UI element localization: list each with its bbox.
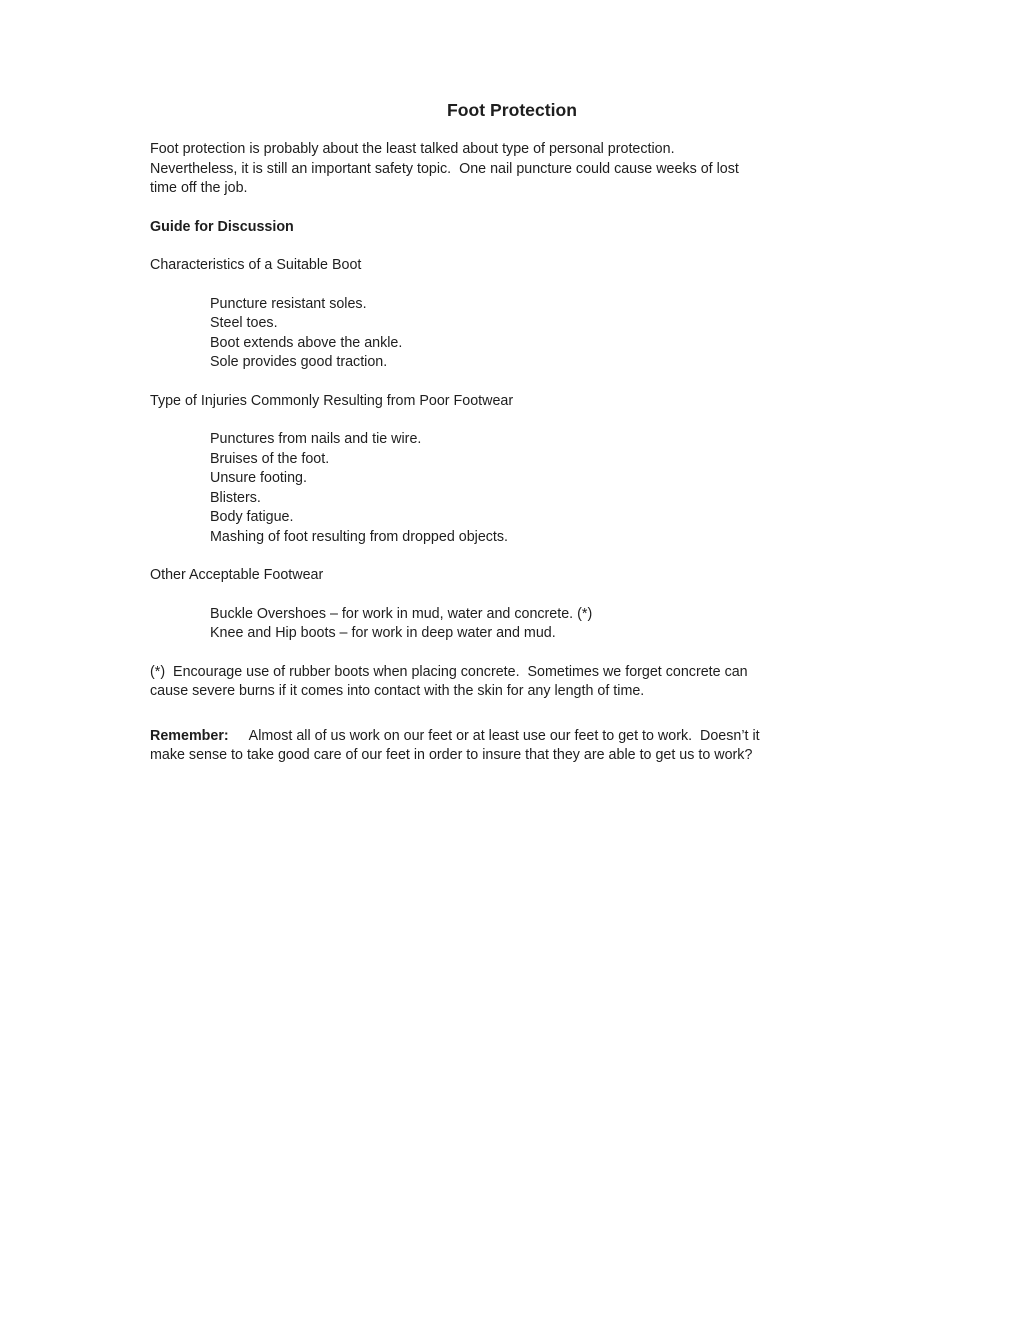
list-item: Sole provides good traction. bbox=[210, 354, 388, 370]
heading-text: Characteristics of a Suitable Boot bbox=[150, 257, 362, 273]
footnote-line: cause severe burns if it comes into contact with the skin for any length of time. bbox=[150, 683, 645, 699]
injuries-list bbox=[150, 430, 874, 547]
remember-label: Remember: bbox=[150, 727, 229, 744]
heading-text: Other Acceptable Footwear bbox=[150, 567, 324, 583]
heading-text: Type of Injuries Commonly Resulting from Poor Footwear bbox=[150, 392, 514, 409]
intro-line: Foot protection is probably about the least talked about type of personal protection. bbox=[150, 141, 675, 157]
list-item: Punctures from nails and tie wire. bbox=[210, 431, 422, 447]
list-item: Puncture resistant soles. bbox=[210, 295, 367, 312]
remember-line: make sense to take good care of our feet in order to insure that they are able to get us to work? bbox=[150, 747, 753, 763]
guide-for-discussion-heading bbox=[150, 218, 874, 238]
list-item: Bruises of the foot. bbox=[210, 450, 330, 467]
list-item: Buckle Overshoes – for work in mud, water and concrete. (*) bbox=[210, 605, 593, 622]
list-item: Boot extends above the ankle. bbox=[210, 334, 403, 351]
list-item: Blisters. bbox=[210, 489, 261, 506]
remember-paragraph bbox=[150, 727, 874, 766]
intro-line: Nevertheless, it is still an important safety topic. One nail puncture could cause weeks of lost bbox=[150, 160, 739, 177]
list-item: Steel toes. bbox=[210, 315, 278, 331]
list-item: Unsure footing. bbox=[210, 470, 307, 486]
intro-paragraph bbox=[150, 140, 874, 199]
list-item: Body fatigue. bbox=[210, 509, 294, 525]
remember-line bbox=[150, 727, 874, 747]
footnote-line: (*) Encourage use of rubber boots when placing concrete. Sometimes we forget concrete can bbox=[150, 663, 748, 680]
document-content bbox=[150, 99, 874, 766]
intro-line: time off the job. bbox=[150, 180, 248, 196]
remember-text: Almost all of us work on our feet or at least use our feet to get to work. Doesn’t it bbox=[248, 727, 760, 744]
footnote-paragraph bbox=[150, 663, 874, 702]
footwear-list bbox=[150, 605, 874, 644]
page-title: Foot Protection bbox=[447, 100, 577, 120]
heading-text: Guide for Discussion bbox=[150, 218, 294, 235]
suitable-boot-heading bbox=[150, 256, 874, 276]
list-item: Mashing of foot resulting from dropped objects. bbox=[210, 528, 509, 545]
other-footwear-heading bbox=[150, 566, 874, 586]
boot-characteristics-list bbox=[150, 295, 874, 373]
injuries-heading bbox=[150, 392, 874, 412]
list-item: Knee and Hip boots – for work in deep water and mud. bbox=[210, 625, 556, 641]
